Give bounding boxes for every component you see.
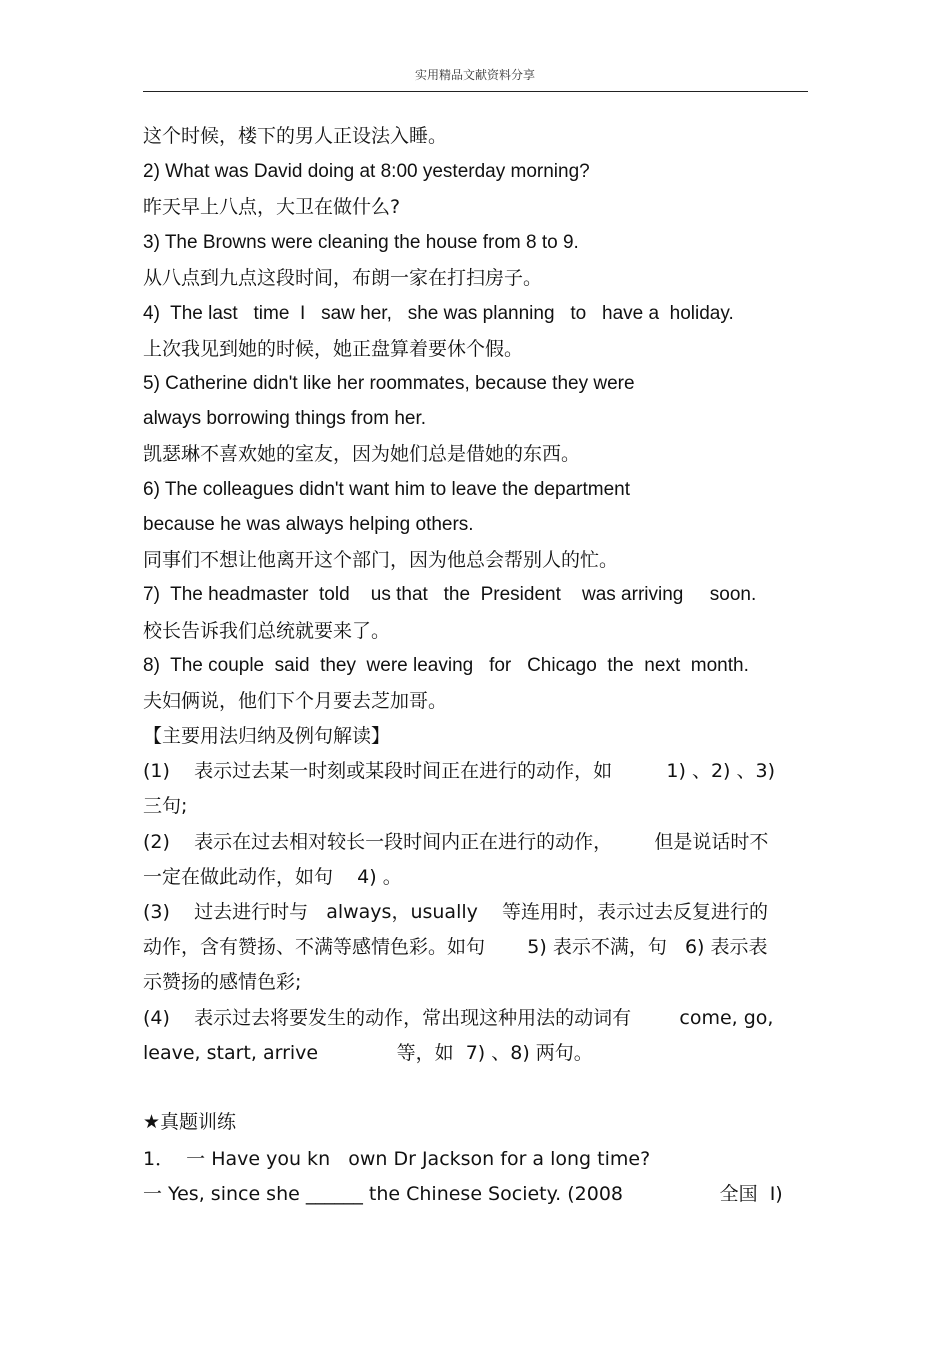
header-title: 实用精品文献资料分享: [414, 68, 535, 82]
text-line: 8) The couple said they were leaving for Chicago the next month.: [143, 655, 749, 676]
text-line: 昨天早上八点，大卫在做什么?: [143, 196, 401, 218]
text-line: because he was always helping others.: [143, 514, 474, 535]
text-line: 三句;: [143, 795, 188, 817]
text-line: 动作，含有赞扬、不满等感情色彩。如句 5) 表示不满，句 6) 表示表: [143, 936, 768, 958]
section-heading: ★真题训练: [143, 1111, 237, 1133]
section-heading: 【主要用法归纳及例句解读】: [143, 725, 391, 747]
text-line: 5) Catherine didn't like her roommates, because they were: [143, 373, 635, 394]
text-line: leave, start, arrive 等，如 7) 、8) 两句。: [143, 1042, 593, 1064]
text-line: (3) 过去进行时与 always，usually 等连用时，表示过去反复进行的: [143, 901, 769, 923]
text-line: 这个时候，楼下的男人正设法入睡。: [143, 125, 448, 147]
text-line: 示赞扬的感情色彩;: [143, 971, 302, 993]
text-line: always borrowing things from her.: [143, 408, 427, 429]
text-line: (4) 表示过去将要发生的动作，常出现这种用法的动词有 come, go,: [143, 1007, 774, 1029]
text-line: 4) The last time I saw her, she was planning to have a holiday.: [143, 303, 734, 324]
header-divider: [143, 91, 808, 92]
text-line: 3) The Browns were cleaning the house from 8 to 9.: [143, 232, 579, 253]
question-line: 1． 一 Have you kn own Dr Jackson for a long time?: [143, 1148, 651, 1170]
text-line: 从八点到九点这段时间，布朗一家在打扫房子。: [143, 267, 543, 289]
text-line: 上次我见到她的时候，她正盘算着要休个假。: [143, 338, 524, 360]
text-line: 7) The headmaster told us that the President was arriving soon.: [143, 584, 757, 605]
text-line: 2) What was David doing at 8:00 yesterday morning?: [143, 161, 590, 182]
text-line: 同事们不想让他离开这个部门，因为他总会帮别人的忙。: [143, 549, 619, 571]
text-line: 夫妇俩说，他们下个月要去芝加哥。: [143, 690, 448, 712]
text-line: 凯瑟琳不喜欢她的室友，因为她们总是借她的东西。: [143, 443, 581, 465]
text-line: (2) 表示在过去相对较长一段时间内正在进行的动作， 但是说话时不: [143, 831, 769, 853]
text-line: 一定在做此动作，如句 4) 。: [143, 866, 402, 888]
text-line: 6) The colleagues didn't want him to leave the department: [143, 479, 631, 500]
question-line: 一 Yes, since she ______ the Chinese Society. (2008 全国 I): [143, 1183, 783, 1205]
text-line: 校长告诉我们总统就要来了。: [143, 620, 391, 642]
text-line: (1) 表示过去某一时刻或某段时间正在进行的动作，如 1) 、2) 、3): [143, 760, 776, 782]
